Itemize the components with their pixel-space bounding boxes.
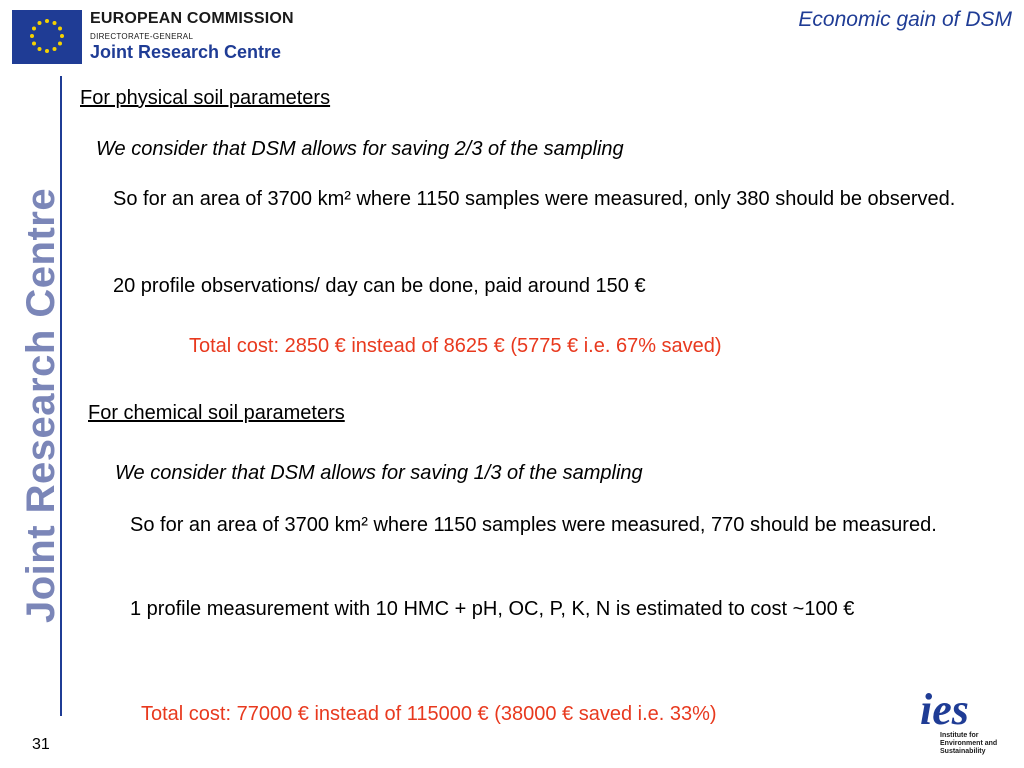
physical-detail-1: So for an area of 3700 km² where 1150 samples were measured, only 380 should be observed.	[113, 188, 956, 210]
sidebar-vertical-brand: Joint Research Centre	[19, 187, 63, 623]
centre-name: Joint Research Centre	[90, 42, 282, 62]
ies-logo	[918, 685, 1018, 764]
ies-caption-line: Environment and	[940, 740, 998, 747]
ies-caption-line: Institute for	[940, 732, 979, 739]
physical-detail-2: 20 profile observations/ day can be done, paid around 150 €	[113, 275, 646, 297]
physical-assumption: We consider that DSM allows for saving 2/3 of the sampling	[96, 138, 624, 160]
chemical-heading: For chemical soil parameters	[88, 402, 345, 424]
ies-logo-mark: ies	[920, 685, 969, 734]
chemical-total-cost: Total cost: 77000 € instead of 115000 € (38000 € saved i.e. 33%)	[141, 703, 717, 725]
ies-caption-line: Sustainability	[940, 748, 986, 755]
eu-flag-logo	[12, 10, 82, 64]
slide-title: Economic gain of DSM	[798, 8, 1012, 31]
physical-total-cost: Total cost: 2850 € instead of 8625 € (5775 € i.e. 67% saved)	[189, 335, 722, 357]
commission-name: EUROPEAN COMMISSION	[90, 10, 294, 27]
jrc-logo-text	[90, 10, 294, 63]
chemical-detail-1: So for an area of 3700 km² where 1150 samples were measured, 770 should be measured.	[130, 514, 937, 536]
chemical-assumption: We consider that DSM allows for saving 1/3 of the sampling	[115, 462, 643, 484]
eu-stars-icon	[12, 10, 82, 64]
chemical-detail-2: 1 profile measurement with 10 HMC + pH, OC, P, K, N is estimated to cost ~100 €	[130, 598, 855, 620]
ies-caption	[940, 732, 1010, 756]
physical-heading: For physical soil parameters	[80, 87, 331, 109]
page-number: 31	[32, 736, 50, 753]
directorate-label: DIRECTORATE-GENERAL	[90, 32, 194, 41]
